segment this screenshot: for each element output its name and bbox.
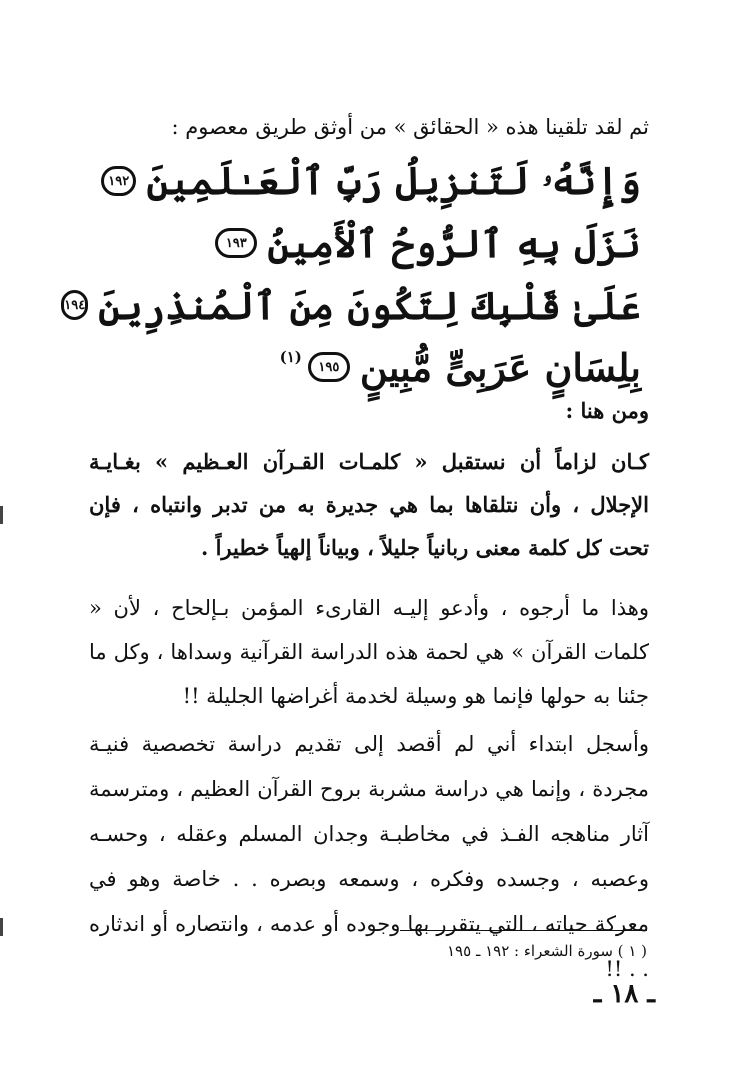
verse-line xyxy=(64,274,641,336)
paragraph: وهذا ما أرجوه ، وأدعو إليـه القارىء المؤمن بـإلحاح ، لأن « كلمات القرآن » هي لحمة هذه الدراسة القرآنية وسداها ، وكل ما جئنا به حولها فإنما هو وسيلة لخدمة أغراضها الجليلة !! xyxy=(89,596,649,708)
verse-text: بِلِسَانٍ عَرَبِىٍّ مُّبِينٍ xyxy=(359,344,641,390)
bold-paragraph: كـان لزاماً أن نستقبل « كلمـات القـرآن العـظيم » بغـايـة الإجلال ، وأن نتلقاها بما هي جديرة به من تدبر وانتباه ، فإن تحت كل كلمة معنى ربانياً جليلاً ، وبياناً إلهياً خطيراً . xyxy=(89,449,649,560)
intro-line: ثم لقد تلقينا هذه « الحقائق » من أوثق طريق معصوم : xyxy=(171,115,649,139)
verse-text: عَلَىٰ قَلْبِكَ لِتَكُونَ مِنَ ٱلْمُنذِرِينَ xyxy=(98,282,641,328)
quran-verses xyxy=(64,150,641,398)
page-number: ـ ١٨ ـ xyxy=(593,979,655,1009)
footnote-divider xyxy=(400,930,647,931)
ayah-number-marker: ١٩٢ xyxy=(101,166,136,196)
footnote-reference: (١) xyxy=(279,348,302,366)
ayah-number-marker: ١٩٤ xyxy=(61,290,88,320)
scan-edge-mark xyxy=(0,506,3,524)
verse-text: وَإِنَّهُۥ لَتَنزِيلُ رَبِّ ٱلْعَـٰلَمِينَ xyxy=(146,158,641,203)
ayah-number-marker: ١٩٥ xyxy=(308,352,350,382)
paragraph: وأسجل ابتداء أني لم أقصد إلى تقديم دراسة تخصصية فنيـة مجردة ، وإنما هي دراسة مشربة بروح القرآن العظيم ، ومترسمة آثار مناهجه الفـذ في مخاطبـة وجدان المسلم وعقله ، وحسـه وعصبه ، وجسده وفكره ، وسمعه وبصره . . خاصة وهو في معركة حياته ، التي يتقرر بها وجوده أو عدمه ، وانتصاره أو اندثاره . . !! xyxy=(89,732,649,981)
ayah-number-marker: ١٩٣ xyxy=(215,228,257,258)
verse-line xyxy=(101,336,641,398)
verse-text: نَزَلَ بِهِ ٱلرُّوحُ ٱلْأَمِينُ xyxy=(267,220,641,266)
lead-in-heading: ومن هنا : xyxy=(565,398,649,423)
verse-line xyxy=(101,150,641,212)
verse-line xyxy=(101,212,641,274)
footnote-text: ( ١ ) سورة الشعراء : ١٩٢ ـ ١٩٥ xyxy=(447,942,647,960)
scan-edge-mark xyxy=(0,918,3,936)
